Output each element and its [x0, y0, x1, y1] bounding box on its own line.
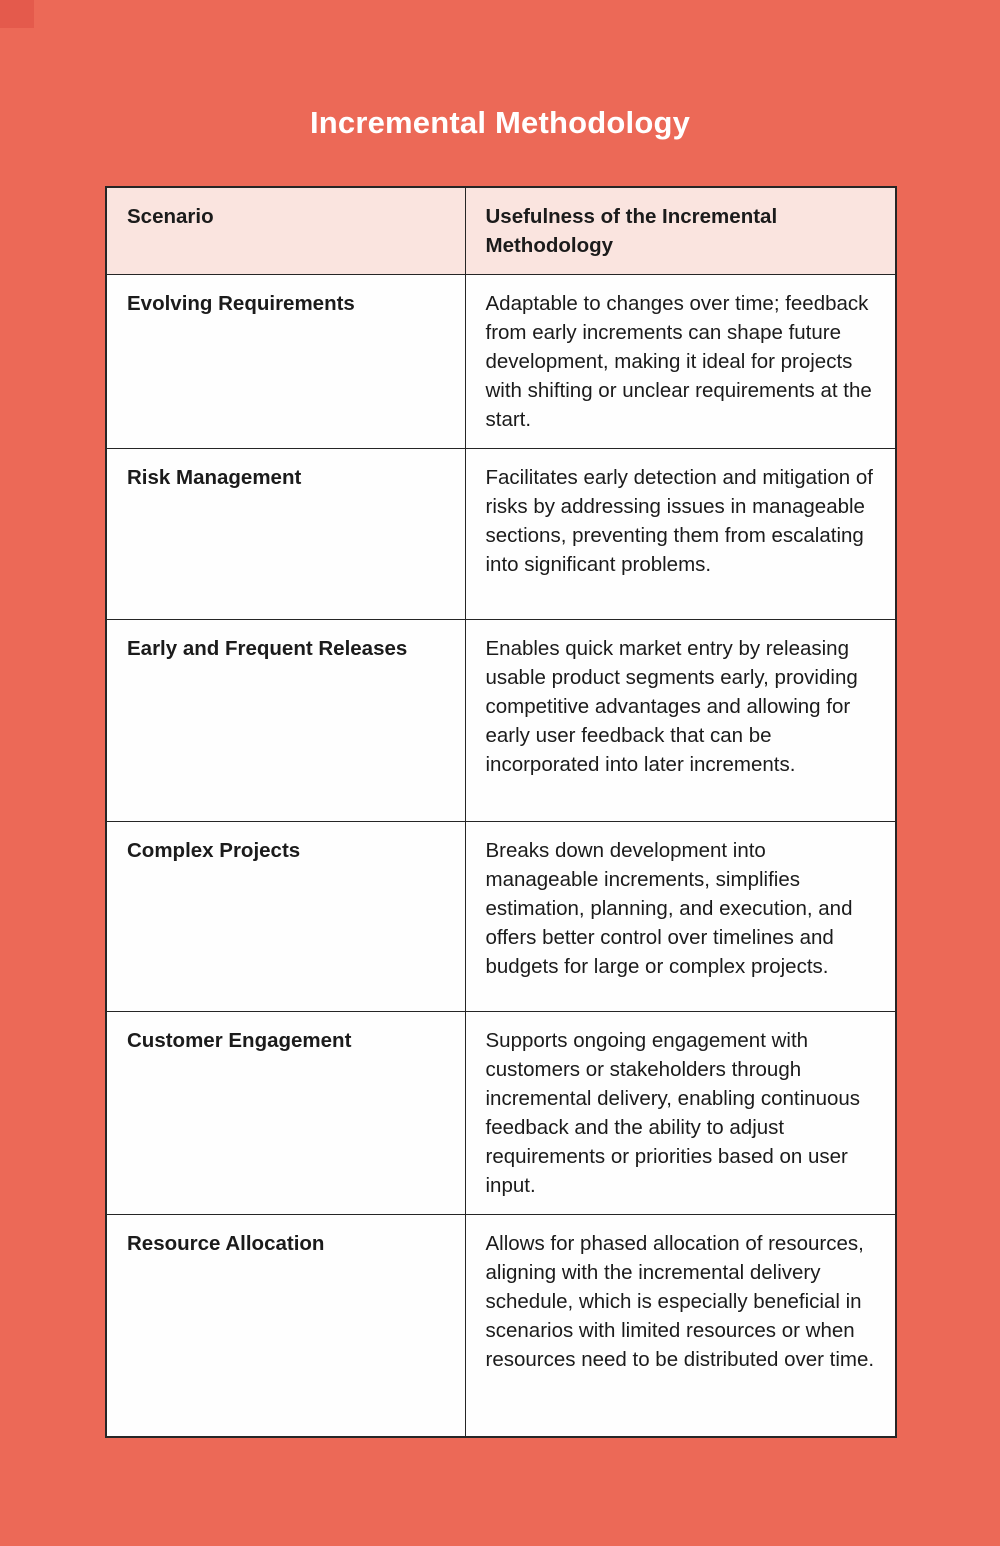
scenario-header-cell: Scenario [106, 187, 465, 275]
usefulness-cell: Allows for phased allocation of resources, aligning with the incremental delivery schedule, which is especially beneficial in scenarios with limited resources or when resources need to be distributed over time. [465, 1215, 896, 1437]
header-row [106, 187, 896, 275]
usefulness-cell: Breaks down development into manageable increments, simplifies estimation, planning, and execution, and offers better control over timelines and budgets for large or complex projects. [465, 822, 896, 1012]
table-row [106, 1215, 896, 1437]
table-row [106, 620, 896, 822]
usefulness-cell: Enables quick market entry by releasing usable product segments early, providing competitive advantages and allowing for early user feedback that can be incorporated into later increments. [465, 620, 896, 822]
usefulness-cell: Facilitates early detection and mitigation of risks by addressing issues in manageable sections, preventing them from escalating into significant problems. [465, 449, 896, 620]
scenario-cell: Resource Allocation [106, 1215, 465, 1437]
scenario-cell: Evolving Requirements [106, 275, 465, 449]
scenario-cell: Risk Management [106, 449, 465, 620]
page-title: Incremental Methodology [309, 104, 691, 140]
usefulness-cell: Adaptable to changes over time; feedback from early increments can shape future development, making it ideal for projects with shifting or unclear requirements at the start. [465, 275, 896, 449]
table-row [106, 1012, 896, 1215]
usefulness-header-cell: Usefulness of the Incremental Methodology [465, 187, 896, 275]
table-header [106, 187, 896, 275]
corner-accent [0, 0, 34, 28]
scenario-cell: Customer Engagement [106, 1012, 465, 1215]
usefulness-cell: Supports ongoing engagement with customers or stakeholders through incremental delivery, enabling continuous feedback and the ability to adjust requirements or priorities based on user input. [465, 1012, 896, 1215]
incremental-methodology-table [105, 186, 897, 1438]
scenario-cell: Complex Projects [106, 822, 465, 1012]
table-row [106, 449, 896, 620]
table-row [106, 275, 896, 449]
table-row [106, 822, 896, 1012]
scenario-cell: Early and Frequent Releases [106, 620, 465, 822]
